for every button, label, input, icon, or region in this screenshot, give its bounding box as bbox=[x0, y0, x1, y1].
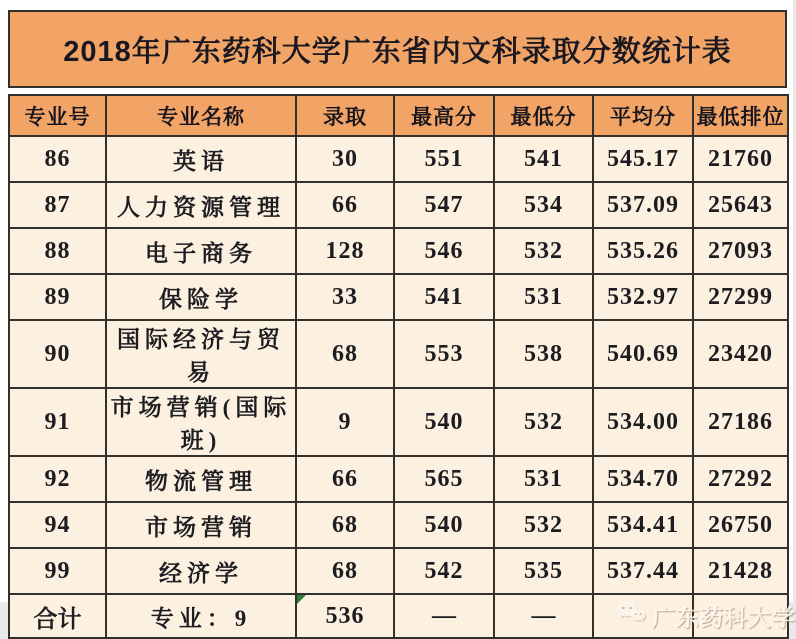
col-header-min-score: 最低分 bbox=[494, 95, 593, 136]
footer-rank-cell bbox=[693, 594, 788, 638]
table-body bbox=[9, 136, 788, 594]
cell-max-score: 540 bbox=[394, 388, 494, 456]
cell-major-name: 经济学 bbox=[106, 548, 296, 594]
col-header-major-name: 专业名称 bbox=[106, 95, 296, 136]
cell-min-score: 532 bbox=[494, 502, 593, 548]
cell-avg-score: 540.69 bbox=[593, 320, 693, 388]
cell-max-score: 540 bbox=[394, 502, 494, 548]
excel-flag-triangle-icon bbox=[297, 595, 306, 604]
watermark-text: 广东药科大学 bbox=[652, 604, 796, 631]
cell-max-score: 565 bbox=[394, 456, 494, 502]
cell-admitted: 33 bbox=[296, 274, 394, 320]
footer-majors-count: 专业：9 bbox=[106, 594, 296, 638]
footer-total-admitted bbox=[296, 594, 394, 638]
cell-min-rank: 23420 bbox=[693, 320, 788, 388]
cell-major-name: 市场营销 bbox=[106, 502, 296, 548]
footer-avg-cell bbox=[593, 594, 796, 638]
cell-major-name: 物流管理 bbox=[106, 456, 296, 502]
cell-major-no: 87 bbox=[9, 182, 106, 228]
score-table bbox=[8, 94, 796, 639]
cell-major-name: 国际经济与贸易 bbox=[106, 320, 296, 388]
table-row bbox=[9, 388, 788, 456]
wechat-bubbles-icon bbox=[616, 601, 646, 632]
col-header-admitted: 录取 bbox=[296, 95, 394, 136]
cell-max-score: 542 bbox=[394, 548, 494, 594]
page-title: 2018年广东药科大学广东省内文科录取分数统计表 bbox=[8, 10, 787, 88]
footer-max-dash: — bbox=[394, 594, 494, 638]
cell-max-score: 553 bbox=[394, 320, 494, 388]
cell-max-score: 551 bbox=[394, 136, 494, 182]
cell-min-rank: 21428 bbox=[693, 548, 788, 594]
cell-admitted: 68 bbox=[296, 548, 394, 594]
cell-admitted: 128 bbox=[296, 228, 394, 274]
cell-major-name: 人力资源管理 bbox=[106, 182, 296, 228]
cell-avg-score: 534.00 bbox=[593, 388, 693, 456]
col-header-major-no: 专业号 bbox=[9, 95, 106, 136]
footer-min-dash: — bbox=[494, 594, 593, 638]
cell-admitted: 9 bbox=[296, 388, 394, 456]
cell-major-name: 英语 bbox=[106, 136, 296, 182]
cell-min-score: 531 bbox=[494, 274, 593, 320]
cell-avg-score: 545.17 bbox=[593, 136, 693, 182]
cell-min-rank: 27299 bbox=[693, 274, 788, 320]
cell-major-name: 电子商务 bbox=[106, 228, 296, 274]
cell-major-no: 90 bbox=[9, 320, 106, 388]
table-row bbox=[9, 182, 788, 228]
cell-major-name: 市场营销(国际班) bbox=[106, 388, 296, 456]
footer-total-admitted-value: 536 bbox=[325, 602, 365, 629]
cell-major-no: 86 bbox=[9, 136, 106, 182]
col-header-avg-score: 平均分 bbox=[593, 95, 693, 136]
cell-avg-score: 534.41 bbox=[593, 502, 693, 548]
cell-major-no: 92 bbox=[9, 456, 106, 502]
cell-min-rank: 26750 bbox=[693, 502, 788, 548]
cell-min-rank: 21760 bbox=[693, 136, 788, 182]
col-header-max-score: 最高分 bbox=[394, 95, 494, 136]
table-row bbox=[9, 228, 788, 274]
table-row bbox=[9, 548, 788, 594]
footer-row bbox=[9, 594, 788, 638]
cell-min-rank: 27292 bbox=[693, 456, 788, 502]
cell-max-score: 547 bbox=[394, 182, 494, 228]
cell-min-score: 535 bbox=[494, 548, 593, 594]
cell-max-score: 546 bbox=[394, 228, 494, 274]
cell-avg-score: 537.44 bbox=[593, 548, 693, 594]
table-row bbox=[9, 320, 788, 388]
cell-admitted: 66 bbox=[296, 182, 394, 228]
cell-major-no: 94 bbox=[9, 502, 106, 548]
cell-avg-score: 537.09 bbox=[593, 182, 693, 228]
cell-avg-score: 535.26 bbox=[593, 228, 693, 274]
col-header-min-rank: 最低排位 bbox=[693, 95, 788, 136]
cell-avg-score: 534.70 bbox=[593, 456, 693, 502]
table-row bbox=[9, 136, 788, 182]
cell-min-score: 532 bbox=[494, 228, 593, 274]
cell-major-no: 99 bbox=[9, 548, 106, 594]
cell-min-score: 534 bbox=[494, 182, 593, 228]
cell-admitted: 68 bbox=[296, 502, 394, 548]
cell-min-score: 541 bbox=[494, 136, 593, 182]
cell-min-score: 538 bbox=[494, 320, 593, 388]
footer-total-label: 合计 bbox=[9, 594, 106, 638]
cell-major-name: 保险学 bbox=[106, 274, 296, 320]
header-row bbox=[9, 95, 788, 136]
table-row bbox=[9, 274, 788, 320]
cell-min-rank: 27093 bbox=[693, 228, 788, 274]
cell-major-no: 88 bbox=[9, 228, 106, 274]
table-footer bbox=[9, 594, 796, 638]
cell-major-no: 91 bbox=[9, 388, 106, 456]
cell-admitted: 68 bbox=[296, 320, 394, 388]
table-row bbox=[9, 456, 788, 502]
cell-min-score: 531 bbox=[494, 456, 593, 502]
cell-admitted: 66 bbox=[296, 456, 394, 502]
cell-avg-score: 532.97 bbox=[593, 274, 693, 320]
cell-major-no: 89 bbox=[9, 274, 106, 320]
table-row bbox=[9, 502, 788, 548]
cell-admitted: 30 bbox=[296, 136, 394, 182]
cell-max-score: 541 bbox=[394, 274, 494, 320]
cell-min-score: 532 bbox=[494, 388, 593, 456]
cell-min-rank: 25643 bbox=[693, 182, 788, 228]
cell-min-rank: 27186 bbox=[693, 388, 788, 456]
table-header bbox=[9, 95, 788, 136]
